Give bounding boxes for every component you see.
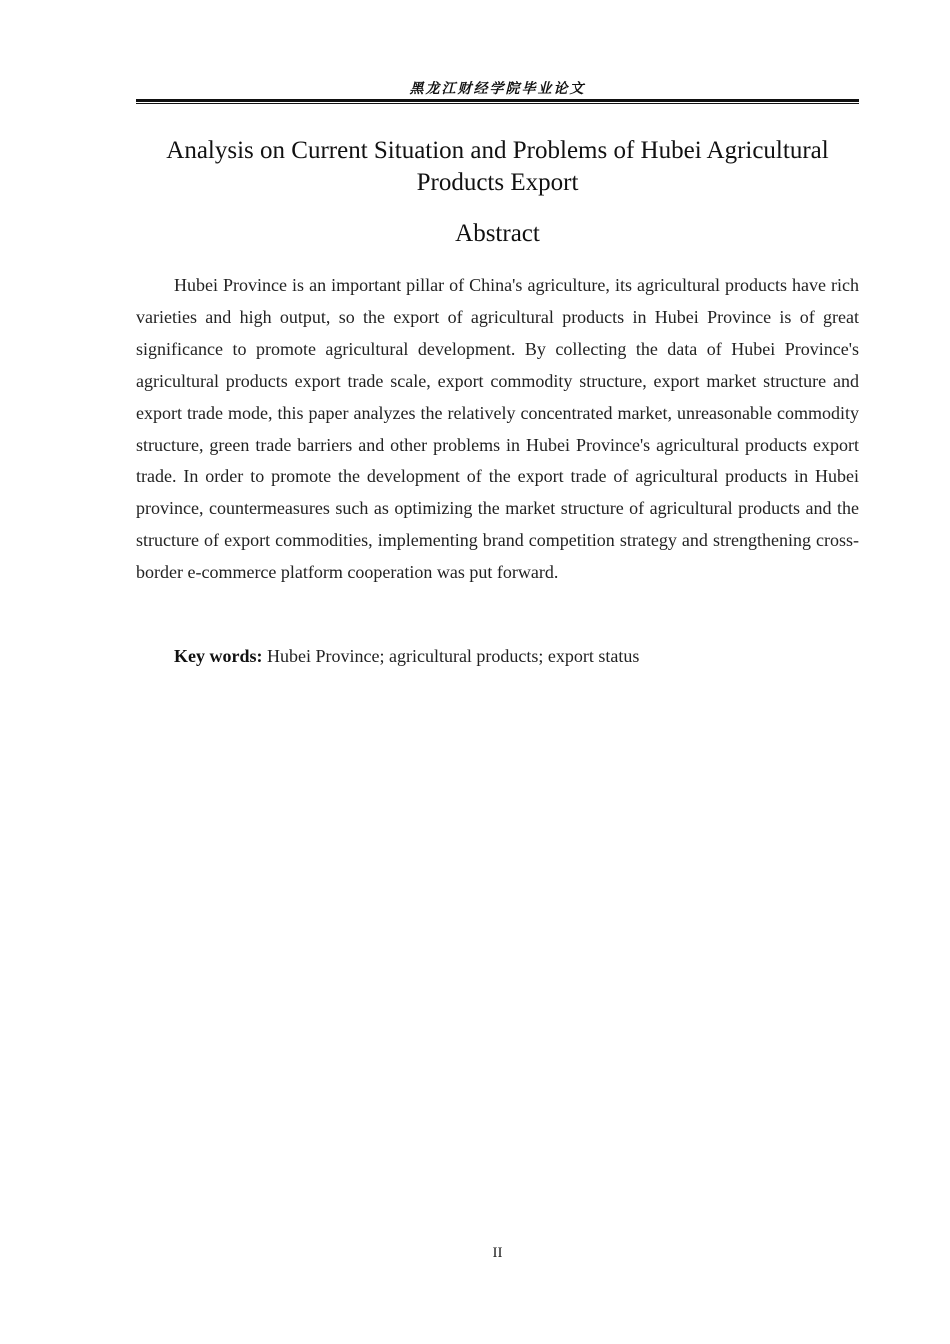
page-number: II xyxy=(492,1245,503,1261)
keywords-line xyxy=(136,641,859,671)
header-rule-thin xyxy=(136,103,859,104)
header-rule-thick xyxy=(136,99,859,102)
abstract-paragraph: Hubei Province is an important pillar of China's agriculture, its agricultural products have rich varieties and high output, so the export of agricultural products in Hubei Province is of great significance to promote agricultural development. By collecting the data of Hubei Province's agricultural products export trade scale, export commodity structure, export market structure and export trade mode, this paper analyzes the relatively concentrated market, unreasonable commodity structure, green trade barriers and other problems in Hubei Province's agricultural products export trade. In order to promote the development of the export trade of agricultural products in Hubei province, countermeasures such as optimizing the market structure of agricultural products and the structure of export commodities, implementing brand competition strategy and strengthening cross-border e-commerce platform cooperation was put forward. xyxy=(136,275,859,583)
keywords-label: Key words: xyxy=(174,646,263,666)
keywords-text: Hubei Province; agricultural products; export status xyxy=(262,646,640,666)
paper-title: Analysis on Current Situation and Problems of Hubei Agricultural Products Export xyxy=(166,137,829,196)
header-double-rule xyxy=(136,99,859,105)
running-header: 黑龙江财经学院毕业论文 xyxy=(409,81,586,97)
abstract-heading: Abstract xyxy=(455,220,540,247)
